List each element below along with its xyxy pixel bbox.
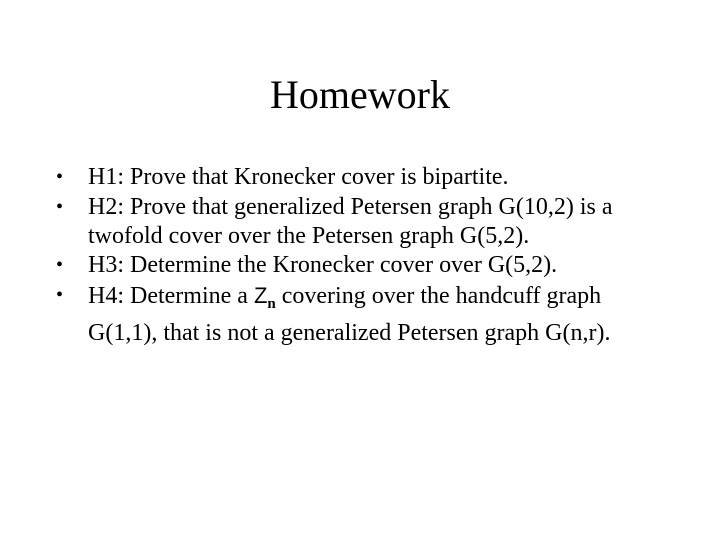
list-item-h3 — [56, 251, 676, 280]
bullet-icon: • — [56, 254, 64, 276]
list-item-text: H1: Prove that Kronecker cover is bipartite. — [88, 164, 509, 190]
bullet-icon: • — [56, 166, 64, 188]
slide-title: Homework — [270, 72, 450, 117]
list-item-text-start: H4: Determine a — [88, 282, 254, 309]
bullet-icon: • — [56, 283, 64, 306]
list-item-text-end: covering over the handcuff graph G(1,1), that is not a generalized Petersen graph G(n,r). — [88, 282, 611, 346]
list-item-h1 — [56, 163, 676, 192]
list-item-text: H2: Prove that generalized Petersen graph G(10,2) is a twofold cover over the Petersen graph G(5,2). — [88, 193, 613, 249]
cyclic-group-symbol: Z — [253, 282, 268, 308]
list-item-h2 — [56, 193, 676, 251]
homework-list — [56, 163, 676, 348]
list-item-text: H3: Determine the Kronecker cover over G(5,2). — [88, 252, 558, 278]
bullet-icon: • — [56, 195, 64, 218]
cyclic-group-subscript: n — [267, 295, 276, 312]
list-item-h4 — [56, 281, 676, 348]
